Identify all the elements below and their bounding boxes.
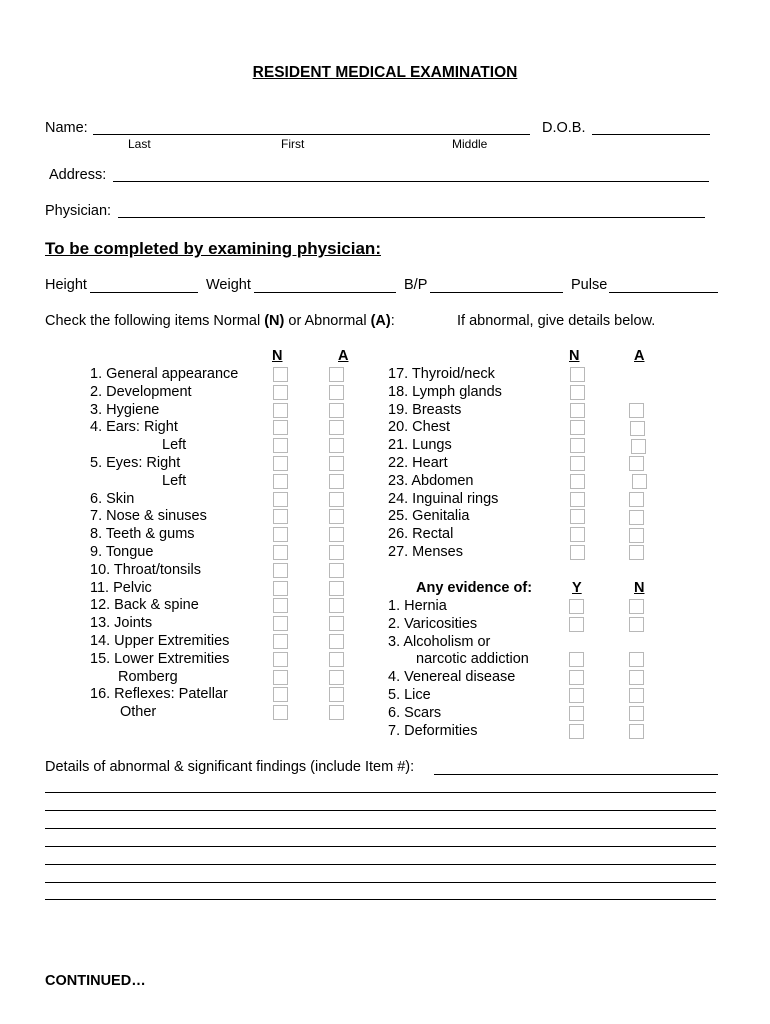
abnormal-checkbox[interactable] [329, 420, 344, 435]
details-label: Details of abnormal & significant findings (include Item #): [45, 759, 415, 775]
abnormal-checkbox[interactable] [329, 616, 344, 631]
evidence-col-header-n: N [634, 580, 645, 596]
evidence-item: 1. Hernia [388, 598, 447, 614]
normal-checkbox[interactable] [273, 367, 288, 382]
no-checkbox[interactable] [629, 617, 644, 632]
exam-item: 20. Chest [388, 419, 451, 436]
details-line[interactable] [45, 864, 716, 865]
yes-checkbox[interactable] [569, 599, 584, 614]
abnormal-checkbox[interactable] [632, 474, 647, 489]
normal-checkbox[interactable] [273, 634, 288, 649]
abnormal-checkbox[interactable] [329, 492, 344, 507]
exam-item: 23. Abdomen [388, 472, 474, 489]
abnormal-checkbox[interactable] [631, 439, 646, 454]
evidence-items-list [388, 598, 529, 740]
abnormal-checkbox[interactable] [329, 456, 344, 471]
abnormal-checkbox[interactable] [630, 421, 645, 436]
normal-checkbox[interactable] [273, 420, 288, 435]
abnormal-checkbox[interactable] [629, 403, 644, 418]
details-line[interactable] [45, 810, 716, 811]
abnormal-checkbox[interactable] [329, 652, 344, 667]
abnormal-checkbox[interactable] [329, 545, 344, 560]
abnormal-checkbox[interactable] [329, 403, 344, 418]
normal-checkbox[interactable] [273, 687, 288, 702]
evidence-item: 6. Scars [388, 704, 442, 721]
normal-checkbox[interactable] [273, 670, 288, 685]
section-heading: To be completed by examining physician: [45, 239, 381, 258]
exam-item: 27. Menses [388, 543, 463, 560]
normal-checkbox[interactable] [273, 563, 288, 578]
abnormal-checkbox[interactable] [329, 581, 344, 596]
yes-checkbox[interactable] [569, 652, 584, 667]
exam-item: 22. Heart [388, 454, 448, 471]
bp-field[interactable] [430, 292, 563, 293]
abnormal-checkbox[interactable] [629, 528, 644, 543]
details-line[interactable] [45, 792, 716, 793]
physician-field[interactable] [118, 217, 705, 218]
abnormal-code: (A) [370, 313, 391, 329]
address-label: Address: [49, 167, 107, 183]
exam-item: 12. Back & spine [90, 597, 199, 614]
instructions-colon: : [390, 313, 395, 329]
exam-item: Romberg [118, 668, 178, 685]
exam-item: 6. Skin [90, 490, 135, 507]
normal-checkbox[interactable] [570, 367, 585, 382]
exam-item: 24. Inguinal rings [388, 490, 499, 507]
abnormal-checkbox[interactable] [329, 598, 344, 613]
evidence-heading: Any evidence of: [416, 580, 533, 596]
abnormal-checkbox[interactable] [329, 527, 344, 542]
yes-checkbox[interactable] [569, 706, 584, 721]
exam-item: 1. General appearance [90, 366, 239, 382]
exam-item: 21. Lungs [388, 437, 452, 454]
weight-label: Weight [206, 277, 251, 293]
normal-checkbox[interactable] [570, 403, 585, 418]
abnormal-checkbox[interactable] [329, 705, 344, 720]
physician-label: Physician: [45, 203, 112, 219]
right-col-header-a: A [634, 348, 645, 364]
exam-item: 15. Lower Extremities [90, 650, 230, 667]
exam-item: 13. Joints [90, 615, 153, 632]
normal-checkbox[interactable] [570, 509, 585, 524]
normal-checkbox[interactable] [273, 509, 288, 524]
evidence-item: narcotic addiction [416, 651, 529, 668]
normal-checkbox[interactable] [273, 474, 288, 489]
name-last-caption: Last [128, 137, 151, 151]
normal-checkbox[interactable] [273, 403, 288, 418]
abnormal-checkbox[interactable] [629, 545, 644, 560]
exam-item: 16. Reflexes: Patellar [90, 686, 228, 703]
exam-item: 11. Pelvic [90, 579, 152, 596]
name-middle-caption: Middle [452, 137, 488, 151]
exam-item: 8. Teeth & gums [90, 526, 195, 543]
normal-checkbox[interactable] [273, 385, 288, 400]
instructions-text [45, 313, 395, 329]
no-checkbox[interactable] [629, 599, 644, 614]
abnormal-checkbox[interactable] [329, 385, 344, 400]
abnormal-checkbox[interactable] [329, 670, 344, 685]
pulse-label: Pulse [571, 277, 608, 293]
abnormal-checkbox[interactable] [329, 438, 344, 453]
details-line[interactable] [45, 899, 716, 900]
normal-code: (N) [264, 313, 285, 329]
yes-checkbox[interactable] [569, 688, 584, 703]
instructions-or: or Abnormal [288, 313, 367, 329]
exam-item: Other [120, 704, 157, 721]
abnormal-checkbox[interactable] [629, 510, 644, 525]
continued-label: CONTINUED… [45, 973, 146, 989]
normal-checkbox[interactable] [570, 385, 585, 400]
exam-item: 26. Rectal [388, 526, 454, 543]
exam-item: 17. Thyroid/neck [388, 366, 495, 382]
evidence-item: 5. Lice [388, 686, 431, 703]
no-checkbox[interactable] [629, 652, 644, 667]
exam-item: 25. Genitalia [388, 508, 470, 525]
yes-checkbox[interactable] [569, 617, 584, 632]
dob-label: D.O.B. [542, 120, 586, 136]
bp-label: B/P [404, 277, 428, 293]
yes-checkbox[interactable] [569, 670, 584, 685]
details-line[interactable] [434, 774, 718, 775]
instructions-prefix: Check the following items Normal [45, 313, 261, 329]
abnormal-checkbox[interactable] [629, 456, 644, 471]
yes-checkbox[interactable] [569, 724, 584, 739]
exam-item: 10. Throat/tonsils [90, 561, 201, 578]
right-col-header-n: N [569, 348, 580, 364]
normal-checkbox[interactable] [273, 705, 288, 720]
normal-checkbox[interactable] [273, 527, 288, 542]
no-checkbox[interactable] [629, 670, 644, 685]
abnormal-checkbox[interactable] [329, 563, 344, 578]
no-checkbox[interactable] [629, 706, 644, 721]
name-label: Name: [45, 120, 88, 136]
evidence-item: 4. Venereal disease [388, 669, 516, 686]
left-col-header-n: N [272, 348, 283, 364]
normal-checkbox[interactable] [570, 456, 585, 471]
details-line[interactable] [45, 846, 716, 847]
left-col-header-a: A [338, 348, 349, 364]
no-checkbox[interactable] [629, 688, 644, 703]
pulse-field[interactable] [609, 292, 718, 293]
height-field[interactable] [90, 292, 198, 293]
exam-item: 9. Tongue [90, 543, 154, 560]
page-title: RESIDENT MEDICAL EXAMINATION [252, 64, 518, 81]
normal-checkbox[interactable] [273, 545, 288, 560]
normal-checkbox[interactable] [273, 616, 288, 631]
right-items-list [388, 366, 502, 562]
abnormal-checkbox[interactable] [329, 367, 344, 382]
normal-checkbox[interactable] [570, 438, 585, 453]
normal-checkbox[interactable] [570, 474, 585, 489]
name-first-caption: First [281, 137, 305, 151]
exam-item: 19. Breasts [388, 401, 462, 418]
details-line[interactable] [45, 828, 716, 829]
abnormal-checkbox[interactable] [329, 509, 344, 524]
exam-item: 2. Development [90, 383, 192, 400]
evidence-item: 7. Deformities [388, 722, 478, 739]
evidence-col-header-y: Y [572, 580, 582, 596]
address-field[interactable] [113, 181, 709, 182]
normal-checkbox[interactable] [273, 652, 288, 667]
abnormal-checkbox[interactable] [329, 687, 344, 702]
details-line[interactable] [45, 882, 716, 883]
exam-item: 14. Upper Extremities [90, 632, 230, 649]
height-label: Height [45, 277, 87, 293]
left-items-list [90, 366, 238, 722]
weight-field[interactable] [254, 292, 396, 293]
normal-checkbox[interactable] [570, 527, 585, 542]
exam-item: Left [162, 437, 187, 454]
dob-field[interactable] [592, 134, 710, 135]
exam-item: Left [162, 472, 187, 489]
name-field[interactable] [93, 134, 530, 135]
normal-checkbox[interactable] [273, 456, 288, 471]
normal-checkbox[interactable] [570, 420, 585, 435]
exam-item: 3. Hygiene [90, 401, 160, 418]
normal-checkbox[interactable] [570, 545, 585, 560]
exam-item: 18. Lymph glands [388, 383, 502, 400]
evidence-item: 2. Varicosities [388, 615, 478, 632]
instructions-right-note: If abnormal, give details below. [457, 313, 656, 329]
normal-checkbox[interactable] [273, 598, 288, 613]
normal-checkbox[interactable] [273, 581, 288, 596]
abnormal-checkbox[interactable] [329, 474, 344, 489]
exam-item: 4. Ears: Right [90, 419, 178, 436]
normal-checkbox[interactable] [273, 438, 288, 453]
exam-item: 7. Nose & sinuses [90, 508, 207, 525]
no-checkbox[interactable] [629, 724, 644, 739]
exam-item: 5. Eyes: Right [90, 454, 181, 471]
abnormal-checkbox[interactable] [629, 492, 644, 507]
normal-checkbox[interactable] [273, 492, 288, 507]
evidence-item: 3. Alcoholism or [388, 633, 491, 650]
normal-checkbox[interactable] [570, 492, 585, 507]
abnormal-checkbox[interactable] [329, 634, 344, 649]
